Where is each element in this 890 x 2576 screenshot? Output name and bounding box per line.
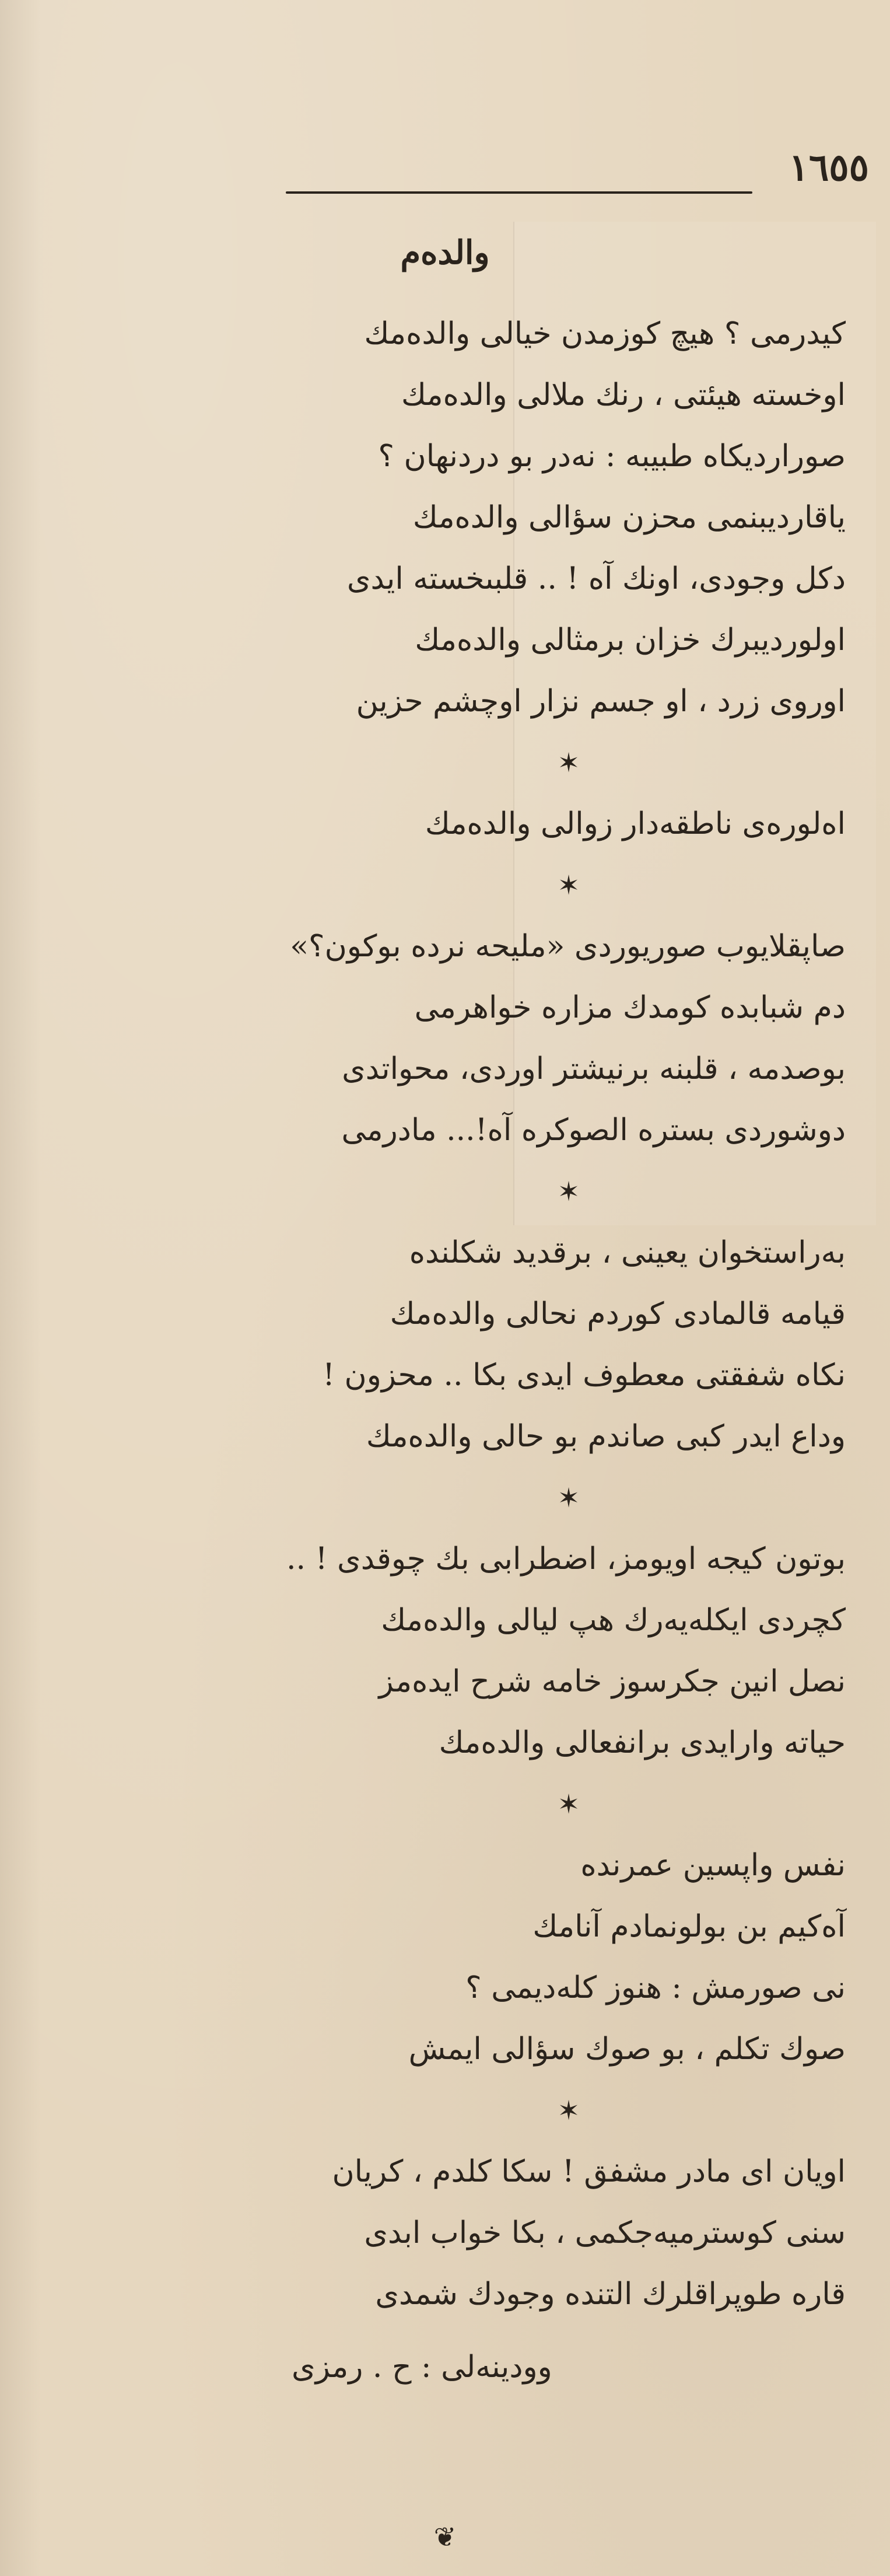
poem-line: قارە طوپراقلرك التندە وجودك شمدى <box>375 2277 846 2312</box>
poem-line: صوك تكلم ، بو صوك سؤالى ايمش <box>408 2032 846 2067</box>
poem-line: اوخستە هيئتى ، رنك ملالى والدەمك <box>401 378 846 413</box>
poem-line: صورارديكاه طبيبە : نەدر بو دردنهان ؟ <box>378 439 846 474</box>
poem-line: نى صورمش : هنوز كلەديمى ؟ <box>465 1970 846 2005</box>
poem-line: قيامە قالمادى كوردم نحالى والدەمك <box>390 1296 846 1331</box>
ornament-bottom-icon: ❦ <box>433 2521 457 2553</box>
poem-line: بوصدمە ، قلبنە برنيشتر اوردى، محواتدى <box>342 1051 846 1086</box>
star-ornament-icon: ✶ <box>557 747 580 778</box>
poem-line: صاپقلايوب صوريوردى «مليحە نردە بوكون؟» <box>290 929 846 964</box>
poem-line: وداع ايدر كبى صاندم بو حالى والدەمك <box>366 1419 846 1454</box>
poem-line: ياقارديبنمى محزن سؤالى والدەمك <box>412 500 846 535</box>
poem-line: حياتە وارايدى برانفعالى والدەمك <box>439 1725 846 1760</box>
signature: وودينەلى : ح . رمزى <box>292 2350 552 2385</box>
poem-line: دم شبابدە كومدك مزارە خواهرمى <box>414 990 846 1025</box>
paper-edge-shade <box>0 0 41 2576</box>
poem-line: دكل وجودى، اونك آه ! .. قلبىخستە ايدى <box>346 561 846 596</box>
poem-body <box>286 303 846 2398</box>
poem-line: نفس واپسين عمرندە <box>580 1848 846 1883</box>
poem-line: سنى كوسترميەجكمى ، بكا خواب ابدى <box>364 2215 846 2250</box>
poem-line: نصل انين جكرسوز خامە شرح ايدەمز <box>379 1664 846 1699</box>
poem-line: دوشوردى بسترە الصوكرە آه!... مادرمى <box>341 1113 846 1148</box>
header-rule <box>286 191 752 194</box>
poem-title: والدەم <box>400 233 490 272</box>
poem-line: اوروى زرد ، او جسم نزار اوچشم حزين <box>356 684 846 719</box>
page-number: ١٦٥٥ <box>789 146 869 190</box>
poem-line: بوتون كيجە اويومز، اضطرابى بك چوقدى ! .. <box>286 1542 846 1577</box>
poem-line: نكاه شفقتى معطوف ايدى بكا .. محزون ! <box>323 1358 846 1393</box>
page-header <box>286 146 869 198</box>
star-ornament-icon: ✶ <box>557 869 580 901</box>
poem-line: اەلورەى ناطقەدار زوالى والدەمك <box>425 806 846 841</box>
poem-line: بەراستخوان يعينى ، برقديد شكلندە <box>409 1235 846 1270</box>
poem-line: اويان اى مادر مشفق ! سكا كلدم ، كريان <box>332 2154 846 2189</box>
star-ornament-icon: ✶ <box>557 1482 580 1514</box>
star-ornament-icon: ✶ <box>557 1788 580 1820</box>
poem-line: كيدرمى ؟ هيچ كوزمدن خيالى والدەمك <box>364 316 846 351</box>
poem-line: كچردى ايكلەيەرك هپ ليالى والدەمك <box>381 1603 846 1638</box>
poem-line: اولورديبرك خزان برمثالى والدەمك <box>415 623 846 658</box>
poem-line: آەكيم بن بولونمادم آنامك <box>532 1909 846 1944</box>
star-ornament-icon: ✶ <box>557 1176 580 1207</box>
star-ornament-icon: ✶ <box>557 2095 580 2126</box>
